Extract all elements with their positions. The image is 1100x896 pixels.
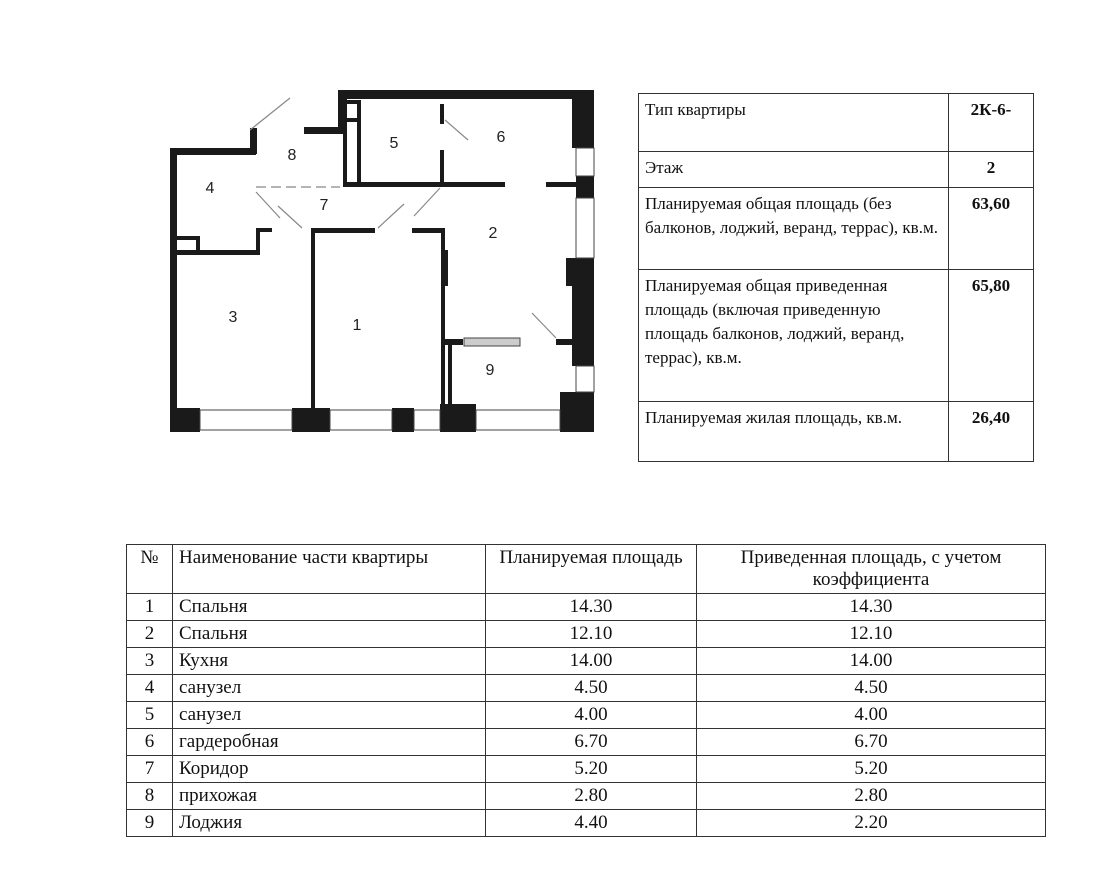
- room-area-cell: 6.70: [486, 729, 697, 756]
- room-number-cell: 2: [127, 621, 173, 648]
- room-area-cell: 14.00: [486, 648, 697, 675]
- room-label-6: 6: [496, 129, 506, 146]
- table-row: [127, 621, 1046, 648]
- room-reduced-area-cell: 2.20: [697, 810, 1046, 837]
- room-number-cell: 1: [127, 594, 173, 621]
- room-number-cell: 6: [127, 729, 173, 756]
- rooms-header-row: [127, 545, 1046, 594]
- room-reduced-area-cell: 6.70: [697, 729, 1046, 756]
- room-label-5: 5: [389, 135, 399, 152]
- plan-walls: [170, 90, 594, 432]
- summary-label: Тип квартиры: [639, 94, 949, 152]
- plan-door-swings: [250, 98, 556, 338]
- rooms-area-table: [126, 544, 1046, 837]
- plan-windows: [200, 148, 594, 430]
- table-row: [127, 756, 1046, 783]
- summary-label: Планируемая общая площадь (без балконов, лоджий, веранд, террас), кв.м.: [639, 188, 949, 270]
- apartment-summary-table: [638, 93, 1034, 462]
- room-number-cell: 4: [127, 675, 173, 702]
- room-label-2: 2: [488, 225, 498, 242]
- summary-row: [639, 402, 1034, 462]
- summary-value: 63,60: [949, 188, 1034, 270]
- table-row: [127, 783, 1046, 810]
- room-number-cell: 9: [127, 810, 173, 837]
- room-name-cell: Кухня: [173, 648, 486, 675]
- summary-label: Этаж: [639, 152, 949, 188]
- room-reduced-area-cell: 2.80: [697, 783, 1046, 810]
- summary-row: [639, 94, 1034, 152]
- room-area-cell: 4.50: [486, 675, 697, 702]
- summary-value: 26,40: [949, 402, 1034, 462]
- header-area: Планируемая площадь: [486, 545, 697, 594]
- room-name-cell: санузел: [173, 702, 486, 729]
- room-area-cell: 4.40: [486, 810, 697, 837]
- room-reduced-area-cell: 5.20: [697, 756, 1046, 783]
- room-number-cell: 7: [127, 756, 173, 783]
- table-row: [127, 702, 1046, 729]
- header-reduced-area: Приведенная площадь, с учетом коэффициента: [697, 545, 1046, 594]
- header-num: №: [127, 545, 173, 594]
- room-number-cell: 5: [127, 702, 173, 729]
- table-row: [127, 675, 1046, 702]
- room-reduced-area-cell: 14.00: [697, 648, 1046, 675]
- room-name-cell: прихожая: [173, 783, 486, 810]
- summary-value: 2К-6-: [949, 94, 1034, 152]
- room-number-cell: 8: [127, 783, 173, 810]
- room-reduced-area-cell: 12.10: [697, 621, 1046, 648]
- room-label-8: 8: [287, 147, 297, 164]
- room-name-cell: Спальня: [173, 621, 486, 648]
- summary-row: [639, 152, 1034, 188]
- room-name-cell: санузел: [173, 675, 486, 702]
- table-row: [127, 729, 1046, 756]
- floor-plan: [160, 86, 610, 436]
- room-label-7: 7: [319, 197, 329, 214]
- summary-row: [639, 188, 1034, 270]
- room-name-cell: Лоджия: [173, 810, 486, 837]
- room-area-cell: 4.00: [486, 702, 697, 729]
- room-label-9: 9: [485, 362, 495, 379]
- room-name-cell: Спальня: [173, 594, 486, 621]
- room-name-cell: Коридор: [173, 756, 486, 783]
- table-row: [127, 648, 1046, 675]
- room-number-cell: 3: [127, 648, 173, 675]
- room-area-cell: 14.30: [486, 594, 697, 621]
- table-row: [127, 810, 1046, 837]
- summary-row: [639, 270, 1034, 402]
- room-label-1: 1: [352, 317, 362, 334]
- room-area-cell: 2.80: [486, 783, 697, 810]
- summary-value: 65,80: [949, 270, 1034, 402]
- summary-label: Планируемая жилая площадь, кв.м.: [639, 402, 949, 462]
- room-reduced-area-cell: 14.30: [697, 594, 1046, 621]
- room-name-cell: гардеробная: [173, 729, 486, 756]
- room-reduced-area-cell: 4.00: [697, 702, 1046, 729]
- header-name: Наименование части квартиры: [173, 545, 486, 594]
- room-area-cell: 12.10: [486, 621, 697, 648]
- room-label-3: 3: [228, 309, 238, 326]
- room-reduced-area-cell: 4.50: [697, 675, 1046, 702]
- table-row: [127, 594, 1046, 621]
- room-area-cell: 5.20: [486, 756, 697, 783]
- summary-value: 2: [949, 152, 1034, 188]
- rooms-table-body: [127, 594, 1046, 837]
- room-label-4: 4: [205, 180, 215, 197]
- summary-label: Планируемая общая приведенная площадь (включая приведенную площадь балконов, лоджий, веранд, террас), кв.м.: [639, 270, 949, 402]
